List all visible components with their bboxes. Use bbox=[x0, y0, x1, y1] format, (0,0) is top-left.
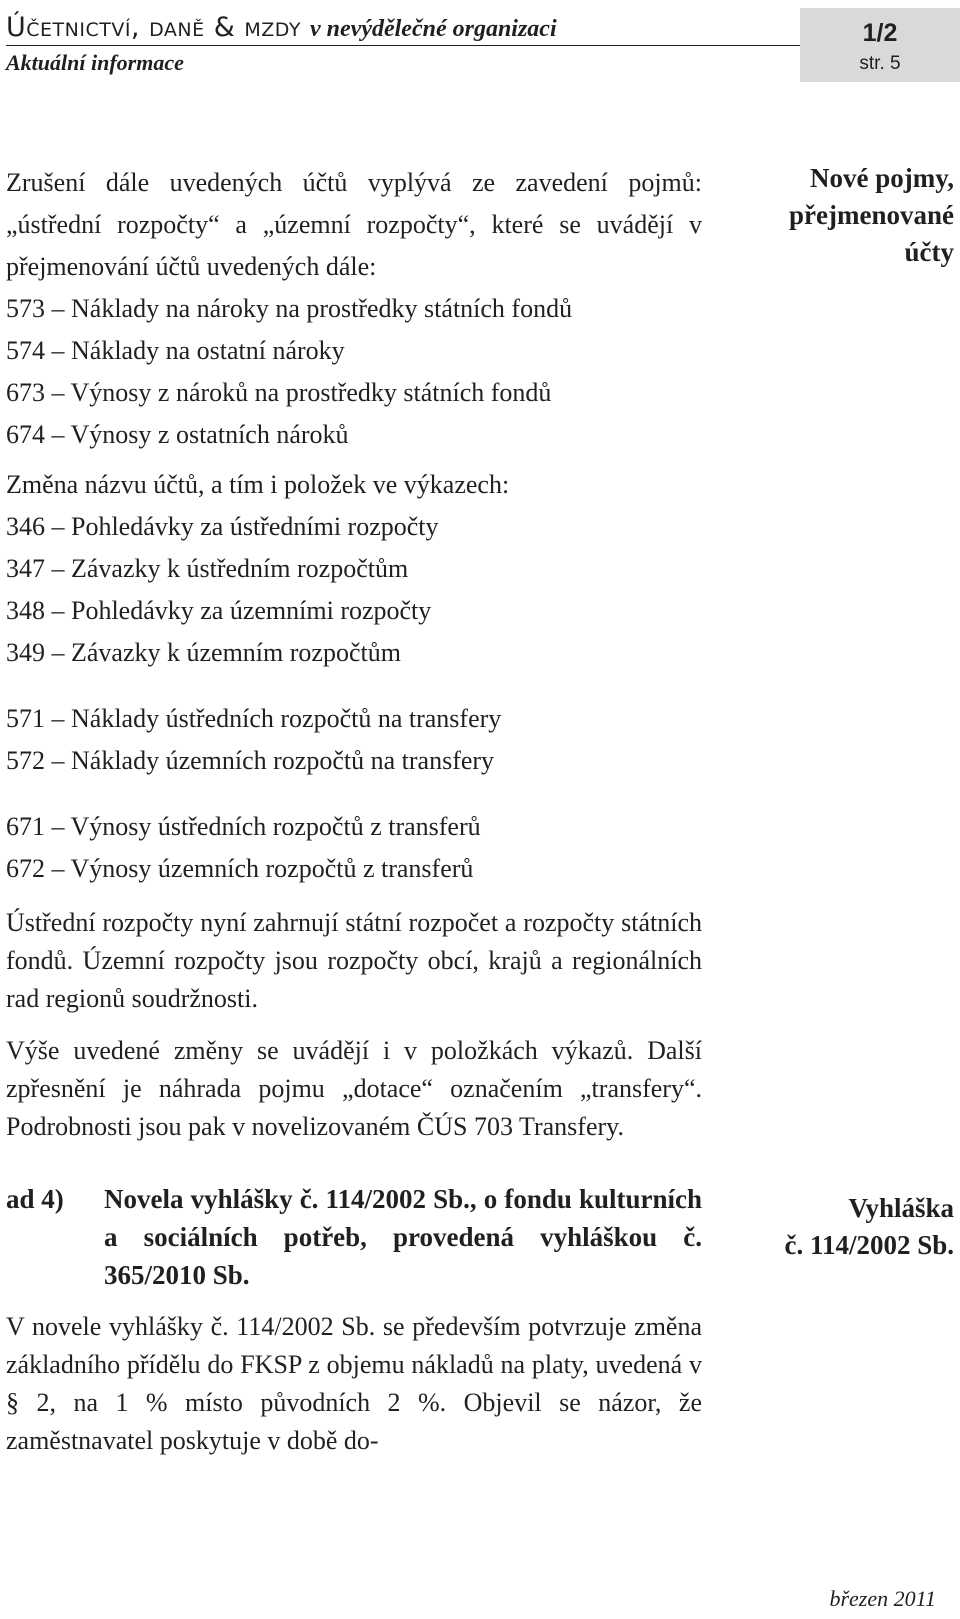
account-line: 673 – Výnosy z nároků na prostředky státních fondů bbox=[6, 378, 552, 407]
footer-date: březen 2011 bbox=[829, 1586, 936, 1611]
account-line: 671 – Výnosy ústředních rozpočtů z transferů bbox=[6, 812, 481, 841]
margin-note-new-terms bbox=[704, 160, 954, 271]
header-title bbox=[6, 12, 557, 45]
issue-number: 1/2 bbox=[862, 19, 898, 47]
publication-name: Účetnictví, daně & mzdy bbox=[6, 12, 301, 43]
paragraph: Ústřední rozpočty nyní zahrnují státní rozpočet a rozpočty státních fondů. Územní rozpočty jsou rozpočty obcí, krajů a regionálních rad regionů soudržnosti. bbox=[6, 908, 702, 1013]
account-line: 347 – Závazky k ústředním rozpočtům bbox=[6, 554, 409, 583]
account-line: 346 – Pohledávky za ústředními rozpočty bbox=[6, 512, 439, 541]
account-line: 571 – Náklady ústředních rozpočtů na transfery bbox=[6, 704, 502, 733]
margin-note-decree bbox=[704, 1190, 954, 1264]
article-body bbox=[6, 162, 702, 1460]
margin-note-line: Nové pojmy, bbox=[810, 163, 954, 193]
margin-note-line: účty bbox=[904, 237, 954, 267]
account-line: 674 – Výnosy z ostatních nároků bbox=[6, 420, 349, 449]
intro-paragraph: Zrušení dále uvedených účtů vyplývá ze zavedení pojmů: „ústřední rozpočty“ a „územní rozpočty“, které se uvádějí v přejmenování účtů uvedených dále: bbox=[6, 168, 702, 281]
header-divider bbox=[6, 45, 800, 46]
account-line: 572 – Náklady územních rozpočtů na transfery bbox=[6, 746, 495, 775]
margin-note-line: přejmenované bbox=[789, 200, 954, 230]
section-name: Aktuální informace bbox=[6, 50, 184, 75]
margin-note-line: Vyhláška bbox=[848, 1193, 954, 1223]
paragraph: V novele vyhlášky č. 114/2002 Sb. se především potvrzuje změna základního přídělu do FKSP z objemu nákladů na platy, uvedená v § 2, na 1 % místo původních 2 %. Objevil se názor, že zaměstnavatel poskytuje v době do- bbox=[6, 1312, 702, 1455]
ad-heading: Novela vyhlášky č. 114/2002 Sb., o fondu kulturních a sociálních potřeb, provedená vyhláškou č. 365/2010 Sb. bbox=[104, 1184, 702, 1290]
rename-heading: Změna názvu účtů, a tím i položek ve výkazech: bbox=[6, 470, 510, 499]
account-line: 574 – Náklady na ostatní nároky bbox=[6, 336, 345, 365]
account-line: 573 – Náklady na nároky na prostředky státních fondů bbox=[6, 294, 573, 323]
account-line: 672 – Výnosy územních rozpočtů z transferů bbox=[6, 854, 474, 883]
page-number: str. 5 bbox=[859, 53, 901, 74]
margin-note-line: č. 114/2002 Sb. bbox=[784, 1230, 954, 1260]
ad-label: ad 4) bbox=[6, 1184, 64, 1214]
account-line: 348 – Pohledávky za územními rozpočty bbox=[6, 596, 432, 625]
account-line: 349 – Závazky k územním rozpočtům bbox=[6, 638, 401, 667]
paragraph: Výše uvedené změny se uvádějí i v položkách výkazů. Další zpřesnění je náhrada pojmu „dotace“ označením „transfery“. Podrobnosti jsou pak v novelizovaném ČÚS 703 Transfery. bbox=[6, 1036, 702, 1141]
page-badge bbox=[800, 8, 960, 82]
publication-subtitle: v nevýdělečné organizaci bbox=[310, 16, 557, 42]
section-ad4 bbox=[6, 1180, 702, 1294]
